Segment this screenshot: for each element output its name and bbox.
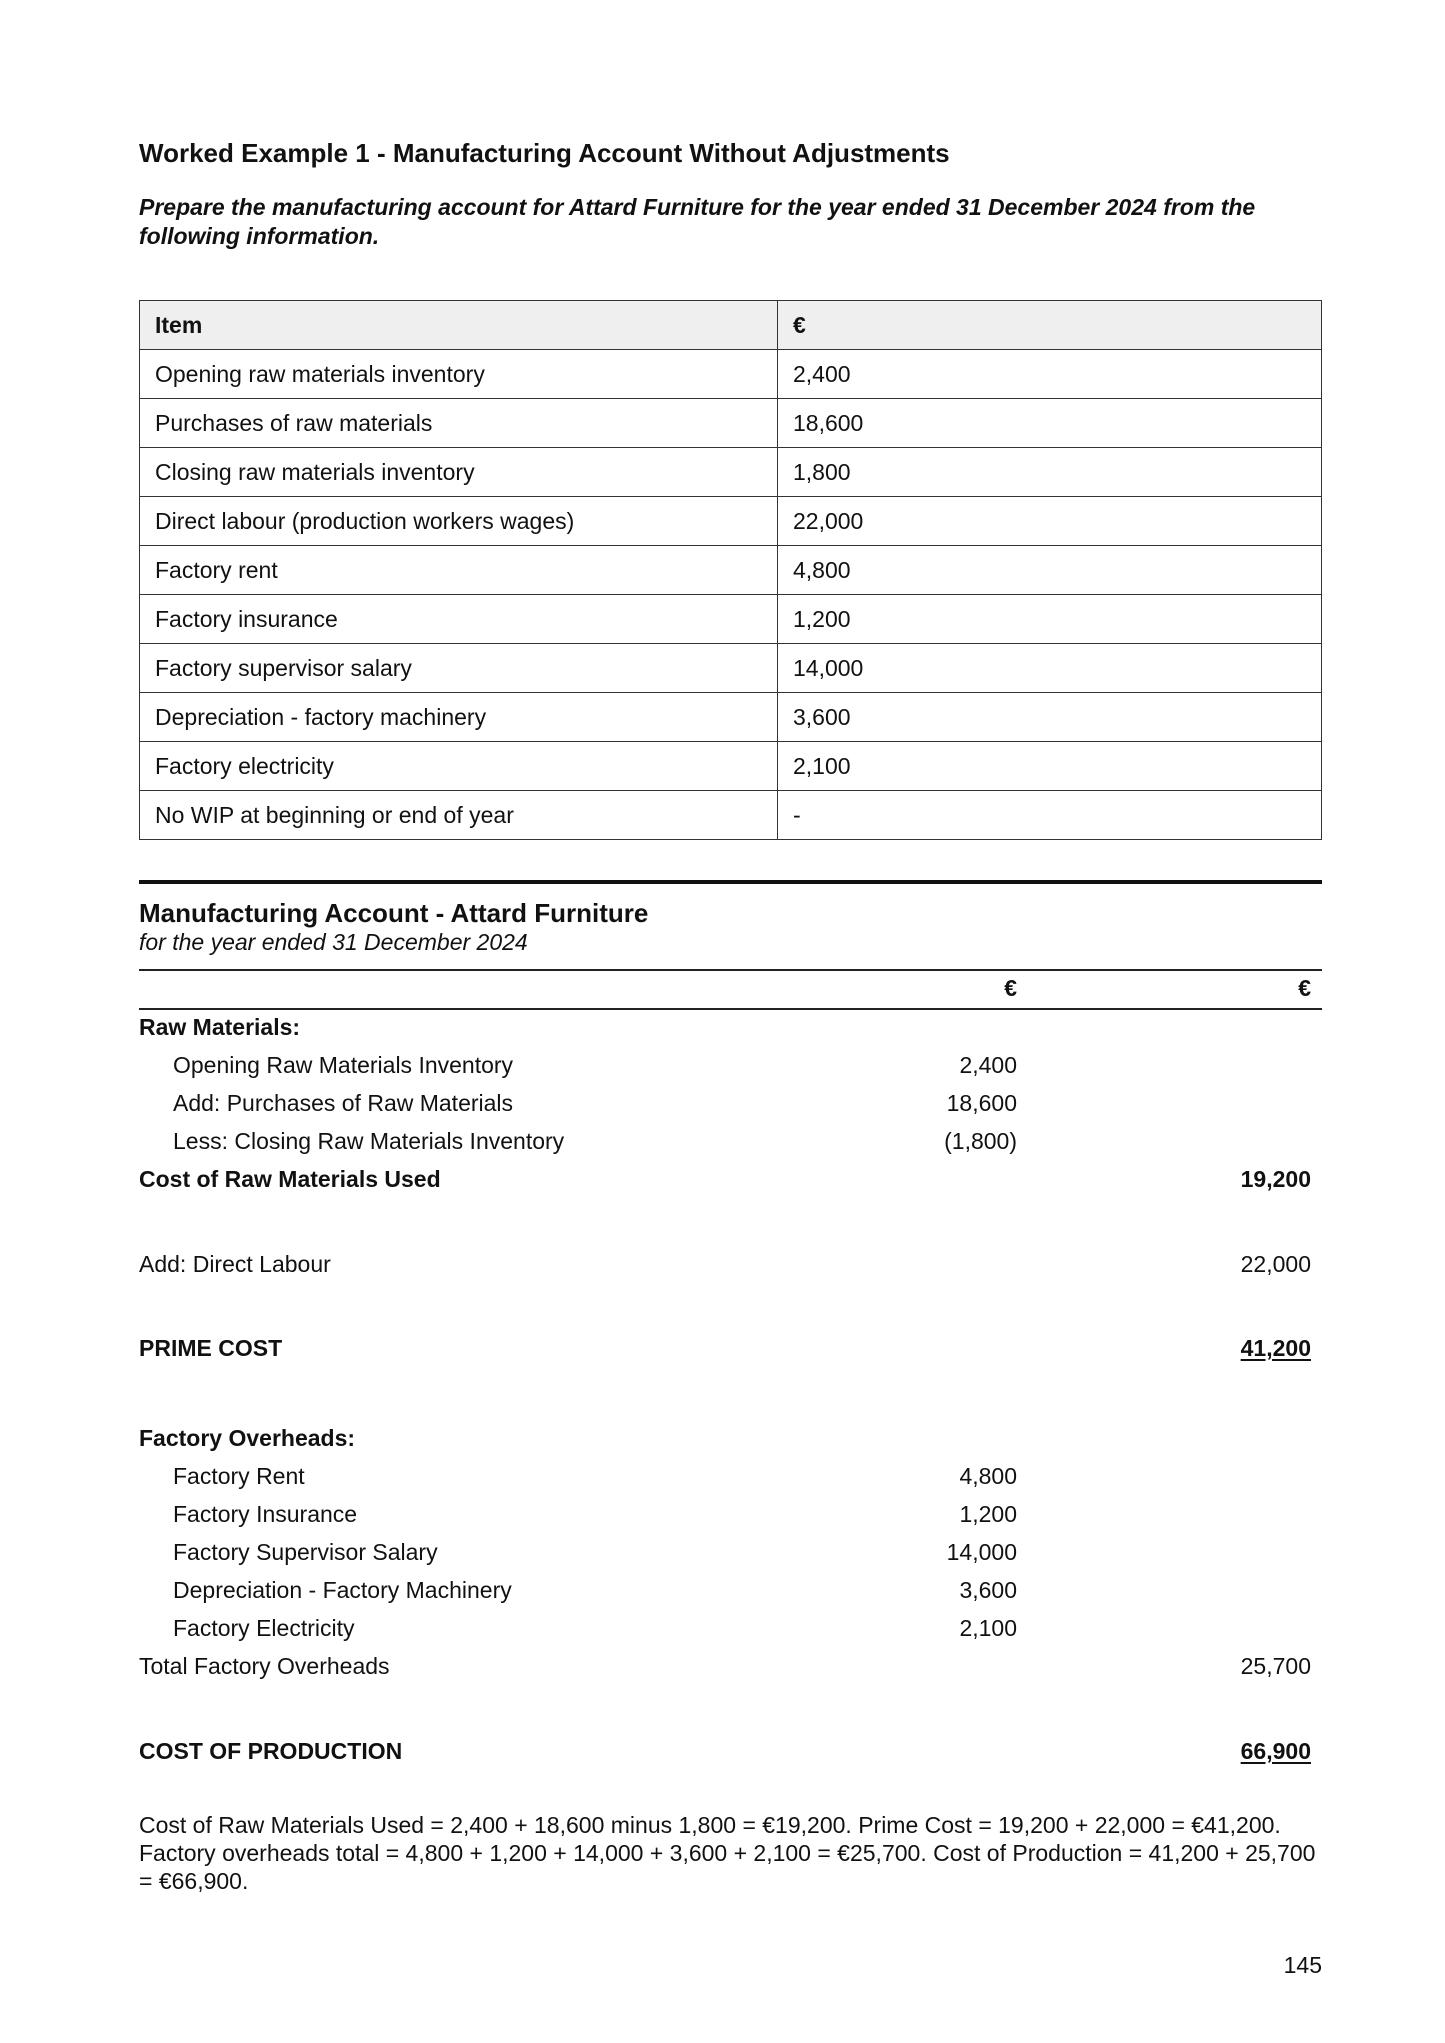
row-item: Factory electricity (140, 742, 778, 791)
line-label: Factory Rent (173, 1463, 305, 1489)
account-line (139, 1088, 1322, 1118)
overhead-line (139, 1537, 1322, 1567)
table-row (140, 693, 1322, 742)
header-item: Item (140, 301, 778, 350)
row-item: Purchases of raw materials (140, 399, 778, 448)
row-amount: 1,200 (778, 595, 1322, 644)
row-amount: 22,000 (778, 497, 1322, 546)
line-amount: 1,200 (959, 1501, 1017, 1527)
line-total: 41,200 (1240, 1335, 1311, 1361)
row-amount: 1,800 (778, 448, 1322, 497)
row-amount: 3,600 (778, 693, 1322, 742)
cost-of-production-row (139, 1736, 1322, 1766)
row-item: Direct labour (production workers wages) (140, 497, 778, 546)
column-header-euro: € (1298, 975, 1311, 1001)
overhead-line (139, 1613, 1322, 1643)
information-table (139, 300, 1322, 840)
header-amount: € (778, 301, 1322, 350)
explanation-text: Cost of Raw Materials Used = 2,400 + 18,600 minus 1,800 = €19,200. Prime Cost = 19,200 + 22,000 = €41,200. Factory overheads total = 4,800 + 1,200 + 14,000 + 3,600 + 2,100 = €25,700. Cost of Production = 41,200 + 25,700 = €66,900. (139, 1812, 1316, 1894)
document-page (139, 0, 1322, 2043)
line-amount: 3,600 (959, 1577, 1017, 1603)
line-total: 25,700 (1240, 1653, 1311, 1679)
line-label: Factory Electricity (173, 1615, 355, 1641)
worked-example-heading: Worked Example 1 - Manufacturing Account Without Adjustments (139, 138, 950, 168)
overhead-line (139, 1461, 1322, 1491)
row-amount: 18,600 (778, 399, 1322, 448)
table-row (140, 742, 1322, 791)
overhead-line (139, 1575, 1322, 1605)
instruction-text: Prepare the manufacturing account for Attard Furniture for the year ended 31 December 2024 from the following information. (139, 194, 1256, 249)
account-column-headers (139, 973, 1322, 1003)
row-amount: 14,000 (778, 644, 1322, 693)
line-total: 66,900 (1240, 1738, 1311, 1764)
line-amount: 2,400 (959, 1052, 1017, 1078)
line-label: Opening Raw Materials Inventory (173, 1052, 514, 1078)
section-divider (139, 880, 1322, 884)
section-label: Factory Overheads: (139, 1425, 356, 1451)
table-row (140, 791, 1322, 840)
cost-raw-materials-used-row (139, 1164, 1322, 1194)
line-amount: (1,800) (944, 1128, 1017, 1154)
account-title: Manufacturing Account - Attard Furniture (139, 898, 649, 928)
line-label: PRIME COST (139, 1335, 283, 1361)
row-item: Factory supervisor salary (140, 644, 778, 693)
line-total: 22,000 (1240, 1251, 1311, 1277)
section-label: Raw Materials: (139, 1014, 301, 1040)
account-header-bottom-rule (139, 1008, 1322, 1010)
row-item: Factory insurance (140, 595, 778, 644)
line-amount: 2,100 (959, 1615, 1017, 1641)
overhead-line (139, 1499, 1322, 1529)
account-subtitle: for the year ended 31 December 2024 (139, 929, 528, 955)
account-header-top-rule (139, 969, 1322, 971)
table-row (140, 399, 1322, 448)
line-label: Factory Insurance (173, 1501, 358, 1527)
row-item: No WIP at beginning or end of year (140, 791, 778, 840)
line-label: Less: Closing Raw Materials Inventory (173, 1128, 565, 1154)
account-line (139, 1050, 1322, 1080)
table-row (140, 644, 1322, 693)
factory-overheads-heading (139, 1423, 1322, 1453)
table-header-row (140, 301, 1322, 350)
line-label: Cost of Raw Materials Used (139, 1166, 441, 1192)
line-label: COST OF PRODUCTION (139, 1738, 403, 1764)
total-factory-overheads-row (139, 1651, 1322, 1681)
table-row (140, 448, 1322, 497)
table-row (140, 497, 1322, 546)
row-item: Closing raw materials inventory (140, 448, 778, 497)
account-line (139, 1126, 1322, 1156)
line-label: Add: Purchases of Raw Materials (173, 1090, 514, 1116)
row-amount: 2,400 (778, 350, 1322, 399)
row-amount: 4,800 (778, 546, 1322, 595)
table-row (140, 595, 1322, 644)
row-amount: - (778, 791, 1322, 840)
line-amount: 14,000 (946, 1539, 1017, 1565)
raw-materials-heading (139, 1012, 1322, 1042)
direct-labour-row (139, 1249, 1322, 1279)
prime-cost-row (139, 1333, 1322, 1363)
table-row (140, 546, 1322, 595)
page-number: 145 (1283, 1952, 1322, 1978)
row-item: Depreciation - factory machinery (140, 693, 778, 742)
line-label: Factory Supervisor Salary (173, 1539, 438, 1565)
line-amount: 18,600 (946, 1090, 1017, 1116)
row-amount: 2,100 (778, 742, 1322, 791)
line-label: Total Factory Overheads (139, 1653, 390, 1679)
table-row (140, 350, 1322, 399)
line-total: 19,200 (1240, 1166, 1311, 1192)
row-item: Factory rent (140, 546, 778, 595)
row-item: Opening raw materials inventory (140, 350, 778, 399)
column-header-euro: € (1004, 975, 1017, 1001)
line-amount: 4,800 (959, 1463, 1017, 1489)
line-label: Depreciation - Factory Machinery (173, 1577, 512, 1603)
line-label: Add: Direct Labour (139, 1251, 331, 1277)
